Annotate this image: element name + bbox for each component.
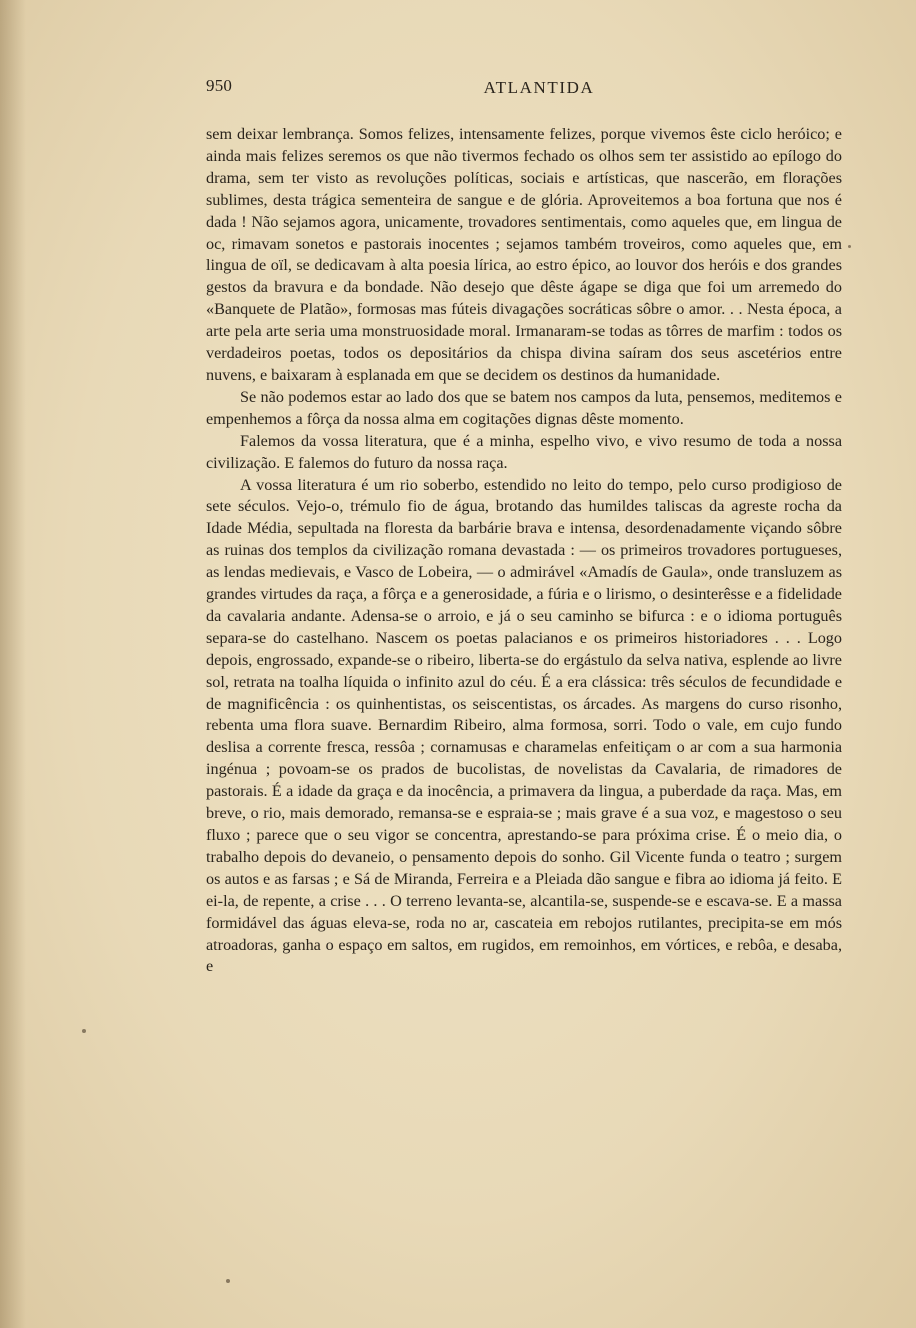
- body-text: [206, 124, 842, 978]
- running-title: ATLANTIDA: [483, 78, 595, 97]
- paragraph-4: A vossa literatura é um rio soberbo, estendido no leito do tempo, pelo curso prodigioso de sete séculos. Vejo-o, trémulo fio de água, brotando das humildes taliscas da agreste rocha da Idade Média, sepultada na floresta da barbárie brava e intensa, desordenadamente viçando sôbre as ruinas dos templos da civilização romana devastada : — os primeiros trovadores portugueses, as lendas medievais, e Vasco de Lobeira, — o admirável «Amadís de Gaula», onde transluzem as grandes virtudes da raça, a fôrça e a generosidade, a fúria e o lirismo, o desinterêsse e a fidelidade da cavalaria andante. Adensa-se o arroio, e já o seu caminho se bifurca : e o idioma português separa-se do castelhano. Nascem os poetas palacianos e os primeiros historiadores . . . Logo depois, engrossado, expande-se o ribeiro, liberta-se do ergástulo da selva nativa, esplende ao livre sol, retrata na toalha líquida o infinito azul do céu. É a era clássica: três séculos de fecundidade e de magnificência : os quinhentistas, os seiscentistas, os árcades. As margens do curso risonho, rebenta uma flora suave. Bernardim Ribeiro, alma formosa, sorri. Todo o vale, em cujo fundo deslisa a corrente fresca, ressôa ; cornamusas e charamelas enfeitiçam o ar com a sua harmonia ingénua ; povoam-se os prados de bucolistas, de novelistas da Cavalaria, de rimadores de pastorais. É a idade da graça e da inocência, a primavera da lingua, a puberdade da raça. Mas, em breve, o rio, mais demorado, remansa-se e espraia-se ; mais grave é a sua voz, e magestoso o seu fluxo ; parece que o seu vigor se concentra, aprestando-se para próxima crise. É o meio dia, o trabalho depois do devaneio, o pensamento depois do sonho. Gil Vicente funda o teatro ; surgem os autos e as farsas ; e Sá de Miranda, Ferreira e a Pleiada dão sangue e fibra ao idioma já feito. E ei-la, de repente, a crise . . . O terreno levanta-se, alcantila-se, suspende-se e escava-se. E a massa formidável das águas eleva-se, roda no ar, cascateia em rebojos rutilantes, precipita-se em mós atroadoras, ganha o espaço em saltos, em rugidos, em remoinhos, em vórtices, e rebôa, e desaba, e: [206, 475, 842, 976]
- ink-speck: [226, 1279, 230, 1283]
- page-number: 950: [206, 76, 233, 95]
- gutter-shadow: [0, 0, 26, 1328]
- paragraph-3: Falemos da vossa literatura, que é a minha, espelho vivo, e vivo resumo de toda a nossa civilização. E falemos do futuro da nossa raça.: [206, 431, 842, 472]
- ink-speck: [848, 245, 851, 248]
- page-header: [206, 76, 842, 102]
- ink-speck: [82, 1029, 86, 1033]
- paragraph-1: sem deixar lembrança. Somos felizes, intensamente felizes, porque vivemos êste ciclo heróico; e ainda mais felizes seremos os que não tivermos fechado os olhos sem ter assistido ao epílogo do drama, sem ter visto as revoluções políticas, sociais e artísticas, que nascerão, em florações sublimes, desta trágica sementeira de sangue e de glória. Aproveitemos a boa fortuna que nos é dada ! Não sejamos agora, unicamente, trovadores sentimentais, como aqueles que, em lingua de oc, rimavam sonetos e pastorais inocentes ; sejamos também troveiros, como aqueles que, em lingua de oïl, se dedicavam à alta poesia lírica, ao estro épico, ao louvor dos heróis e dos grandes gestos da bravura e da bondade. Não desejo que dêste ágape se diga que foi um arremedo do «Banquete de Platão», formosas mas fúteis divagações socráticas sôbre o amor. . . Nesta época, a arte pela arte seria uma monstruosidade moral. Irmanaram-se todas as tôrres de marfim : todos os verdadeiros poetas, todos os depositários da chispa divina saíram dos seus ascetérios entre nuvens, e baixaram à esplanada em que se decidem os destinos da humanidade.: [206, 125, 842, 384]
- paragraph-2: Se não podemos estar ao lado dos que se batem nos campos da luta, pensemos, meditemos e empenhemos a fôrça da nossa alma em cogitações dignas dêste momento.: [206, 387, 842, 428]
